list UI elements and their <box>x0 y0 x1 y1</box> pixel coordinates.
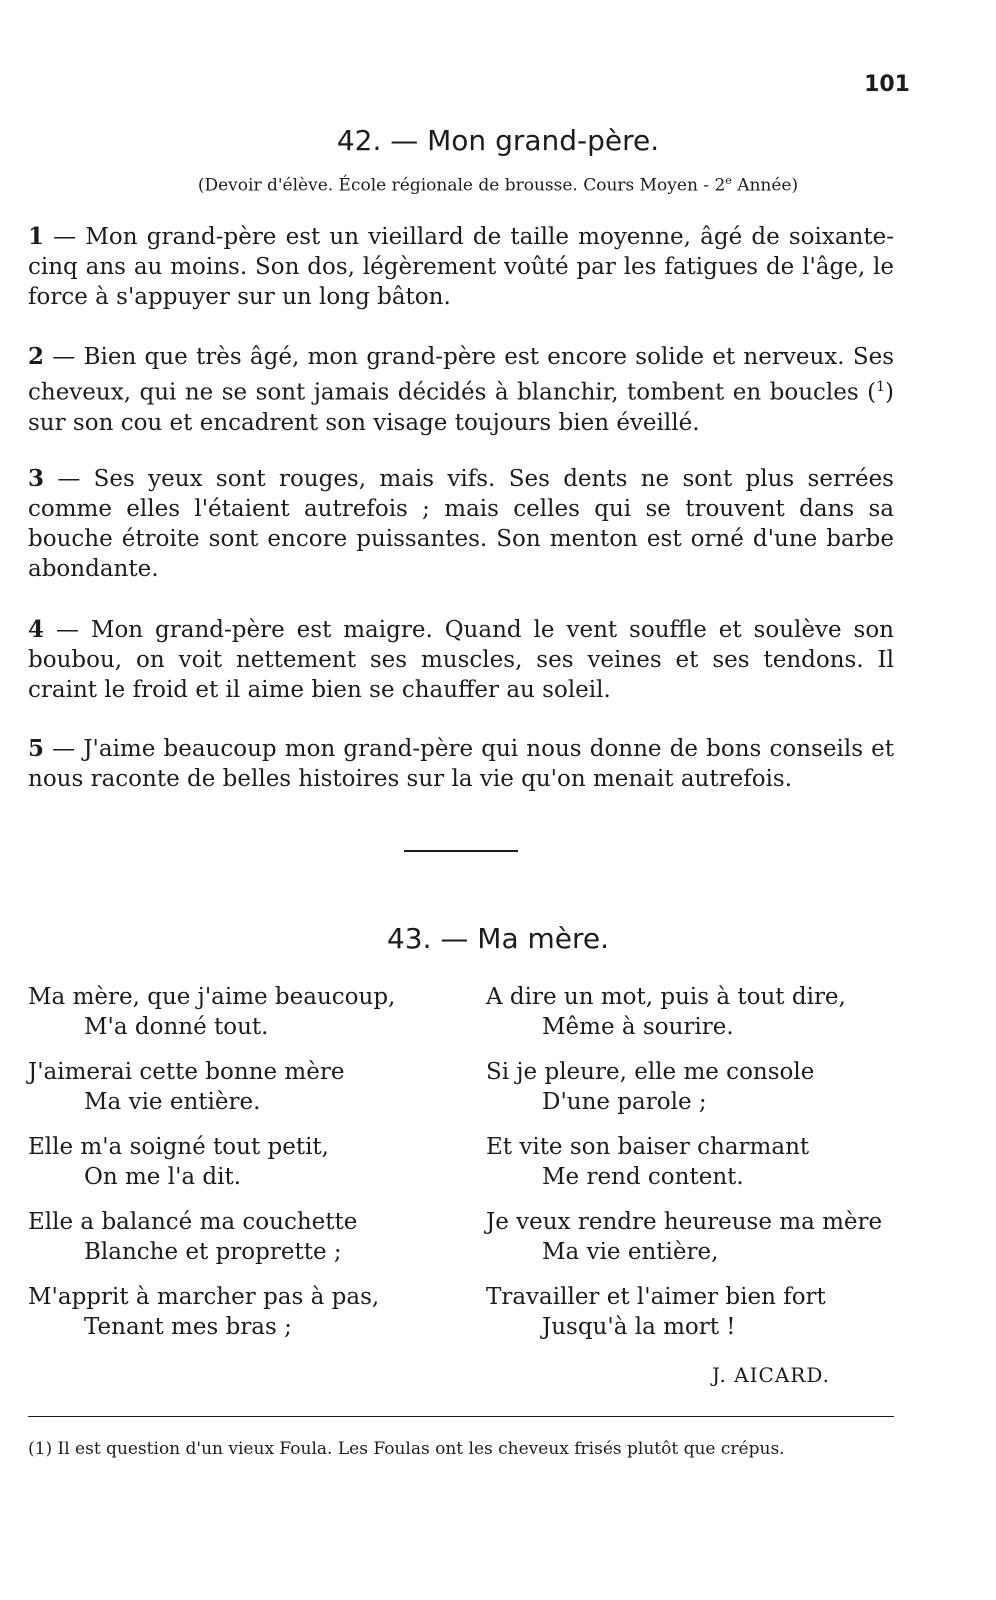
paragraph-2: 2 — Bien que très âgé, mon grand-père est encore solide et nerveux. Ses cheveux, qui ne se sont jamais décidés à blanchir, tombent en boucles ($^1$) sur son cou et encadrent son visage toujours bien éveillé. <box>28 343 894 436</box>
poem-right-column <box>486 982 882 1357</box>
poem-line: Je veux rendre heureuse ma mère <box>486 1209 883 1235</box>
paragraph-4: 4 — Mon grand-père est maigre. Quand le vent souffle et soulève son boubou, on voit nettement ses muscles, ses veines et ses tendons. Il craint le froid et il aime bien se chauffer au soleil. <box>28 616 894 703</box>
poem-line: Ma vie entière. <box>84 1089 261 1115</box>
poem-line: Me rend content. <box>542 1164 744 1190</box>
stanza <box>28 1132 395 1207</box>
poem-left-column <box>28 982 395 1357</box>
poem-line: Et vite son baiser charmant <box>486 1134 810 1160</box>
poem-line: Blanche et proprette ; <box>84 1239 342 1265</box>
poem-line: M'a donné tout. <box>84 1014 269 1040</box>
paragraph-3: 3 — Ses yeux sont rouges, mais vifs. Ses dents ne sont plus serrées comme elles l'étaient autrefois ; mais celles qui se trouvent dans sa bouche étroite sont encore puissantes. Son menton est orné d'une barbe abondante. <box>28 465 894 582</box>
stanza <box>28 1057 395 1132</box>
poem-line: Si je pleure, elle me console <box>486 1059 815 1085</box>
poem-line: Jusqu'à la mort ! <box>542 1314 736 1340</box>
stanza <box>486 1057 882 1132</box>
section-title-grand-pere: 42. — Mon grand-père. <box>336 124 660 157</box>
poem-line: On me l'a dit. <box>84 1164 242 1190</box>
paragraph-5: 5 — J'aime beaucoup mon grand-père qui nous donne de bons conseils et nous raconte de belles histoires sur la vie qu'on menait autrefois. <box>28 735 894 792</box>
stanza <box>28 1207 395 1282</box>
footnote-ref: 1 <box>876 379 886 395</box>
poem-line: Ma vie entière, <box>542 1239 719 1265</box>
section-divider <box>404 850 518 852</box>
stanza <box>486 1207 882 1282</box>
stanza <box>486 1132 882 1207</box>
poem-line: A dire un mot, puis à tout dire, <box>486 984 846 1010</box>
poem-line: J'aimerai cette bonne mère <box>28 1059 345 1085</box>
page-number: 101 <box>864 72 910 97</box>
poem-line: Même à sourire. <box>542 1014 734 1040</box>
paragraph-1: 1 — Mon grand-père est un vieillard de taille moyenne, âgé de soixante-cinq ans au moins. Son dos, légèrement voûté par les fatigues de l'âge, le force à s'appuyer sur un long bâton. <box>28 223 894 310</box>
stanza <box>486 1282 882 1357</box>
stanza <box>486 982 882 1057</box>
poem-line: Elle m'a soigné tout petit, <box>28 1134 329 1160</box>
section-subtitle: (Devoir d'élève. École régionale de brousse. Cours Moyen - 2e Année) <box>197 174 799 196</box>
poem-author: J. AICARD. <box>712 1363 831 1387</box>
poem-line: D'une parole ; <box>542 1089 707 1115</box>
poem-line: Elle a balancé ma couchette <box>28 1209 358 1235</box>
poem-line: Ma mère, que j'aime beaucoup, <box>28 984 396 1010</box>
footnote-rule <box>28 1416 894 1417</box>
footnote: (1) Il est question d'un vieux Foula. Les Foulas ont les cheveux frisés plutôt que crépus. <box>28 1439 785 1459</box>
poem-line: M'apprit à marcher pas à pas, <box>28 1284 380 1310</box>
poem-line: Tenant mes bras ; <box>84 1314 292 1340</box>
stanza <box>28 982 395 1057</box>
stanza <box>28 1282 395 1357</box>
section-title-ma-mere: 43. — Ma mère. <box>386 922 610 955</box>
poem-line: Travailler et l'aimer bien fort <box>486 1284 826 1310</box>
